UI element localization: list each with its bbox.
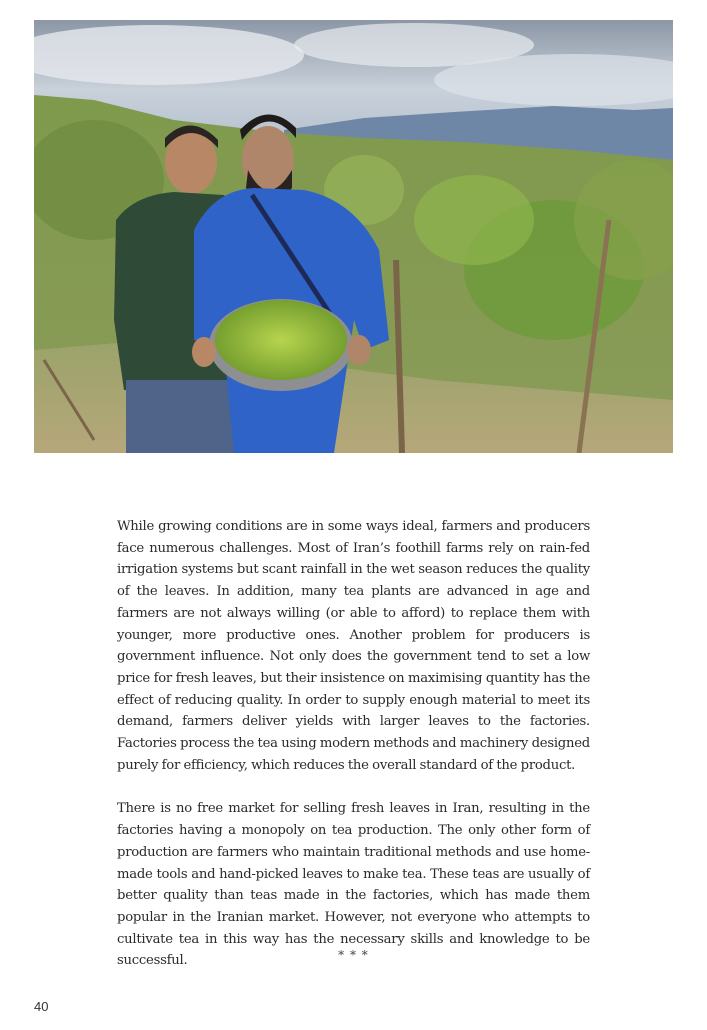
section-separator: * * *: [338, 948, 369, 962]
paragraph-challenges: While growing conditions are in some ways ideal, farmers and producers face numerous challenges. Most of Iran’s foothill farms rely on rain-fed irrigation systems but scant rainfall in the wet season reduces the quality of the leaves. In addition, many tea plants are advanced in age and farmers are not always willing (or able to afford) to replace them with younger, more productive ones. Another problem for producers is government influence. Not only does the government tend to set a low price for fresh leaves, but their insistence on maximising quantity has the effect of reducing quality. In order to supply enough material to meet its demand, farmers deliver yields with larger leaves to the factories. Factories process the tea using modern methods and machinery designed purely for efficiency, which reduces the overall standard of the product.: [117, 519, 590, 773]
page-number: 40: [34, 999, 49, 1014]
paragraph-free-market: There is no free market for selling fresh leaves in Iran, resulting in the factories having a monopoly on tea production. The only other form of production are farmers who maintain traditional methods and use home-made tools and hand-picked leaves to make tea. These teas are usually of better quality than teas made in the factories, which has made them popular in the Iranian market. However, not everyone who attempts to cultivate tea in this way has the necessary skills and knowledge to be successful.: [117, 801, 590, 969]
article-body: [117, 516, 590, 994]
tea-farmers-photo: [34, 20, 673, 453]
article-photo: [34, 20, 673, 453]
